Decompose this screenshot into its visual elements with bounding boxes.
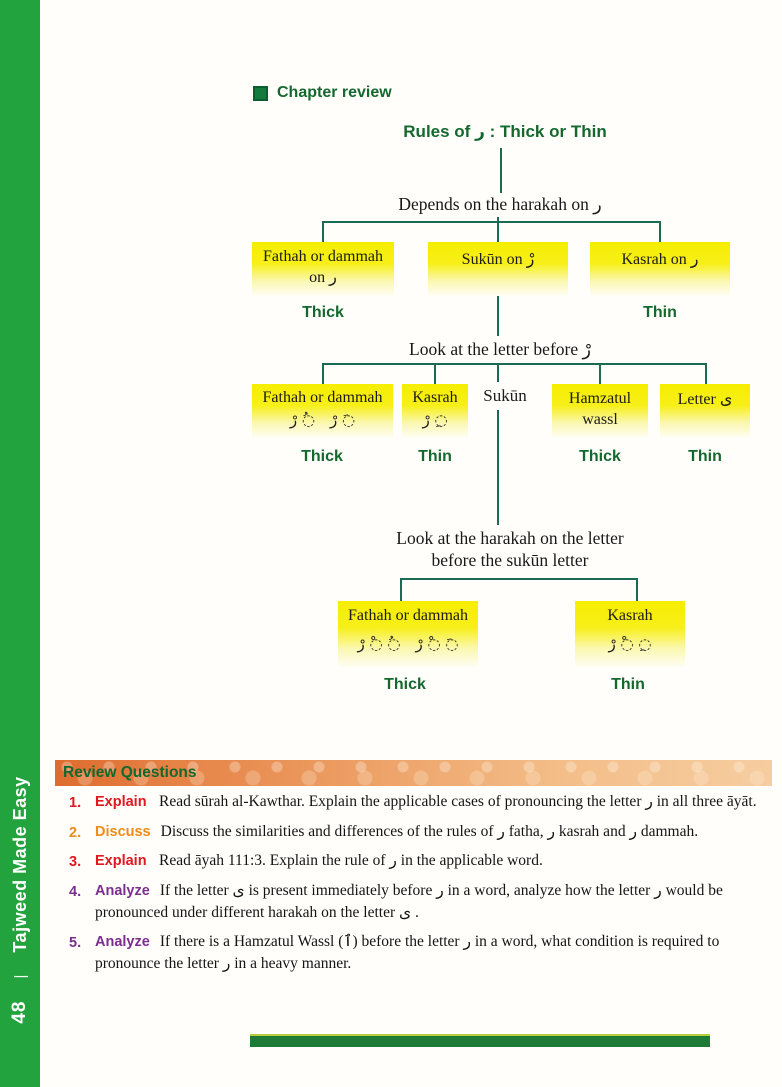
- flow-question-3-line1: Look at the harakah on the letter: [396, 528, 624, 548]
- question-body: [95, 880, 777, 924]
- verdict-thin: Thin: [643, 304, 677, 321]
- flow-connector: [497, 410, 499, 525]
- question-row: [69, 821, 777, 844]
- node-before-sukun: Sukūn: [483, 386, 527, 405]
- question-tag: Discuss: [95, 823, 151, 840]
- question-text: Read sūrah al-Kawthar. Explain the applicable cases of pronouncing the letter ر in all three āyāt.: [159, 793, 757, 810]
- node-label: Fathah or dammah: [263, 248, 383, 265]
- verdict-thin: Thin: [688, 448, 722, 465]
- node-fathah-dammah-on-ra: [252, 242, 394, 296]
- chapter-review-label: Chapter review: [277, 84, 392, 101]
- node-before-hamzatul-wassl: [552, 384, 648, 438]
- node-harakah-fathah-dammah: [338, 601, 478, 667]
- flowchart-title: Rules of ر : Thick or Thin: [403, 122, 607, 141]
- flow-connector: [599, 363, 601, 384]
- node-kasrah-on-ra: [590, 242, 730, 296]
- verdict-thick: Thick: [302, 304, 344, 321]
- flow-connector: [434, 363, 436, 384]
- question-row: [69, 880, 777, 924]
- node-arabic-example: ◌ِ ◌ْ رْ: [608, 635, 652, 653]
- flow-question-2: Look at the letter before رْ: [409, 339, 591, 359]
- question-text: Discuss the similarities and differences of the rules of ر fatha, ر kasrah and ر dammah.: [160, 822, 699, 840]
- flow-question-1: Depends on the harakah on ر: [398, 194, 602, 214]
- node-arabic-example: ◌َ ◌ْ رْ ◌ُ ◌ْ رْ: [357, 635, 459, 653]
- verdict-thin: Thin: [611, 676, 645, 693]
- question-body: [95, 821, 777, 844]
- question-text: Read āyah 111:3. Explain the rule of ر in the applicable word.: [159, 852, 543, 870]
- node-label: Fathah or dammah: [348, 607, 468, 624]
- flow-connector: [322, 363, 324, 384]
- flow-connector: [659, 221, 661, 242]
- question-number: 5.: [69, 934, 82, 951]
- node-label: Kasrah on ر: [621, 251, 699, 268]
- flow-connector: [322, 221, 324, 242]
- flow-connector: [636, 578, 638, 601]
- sidebar-divider: |: [11, 974, 29, 979]
- sidebar-rotated-text: [9, 776, 31, 1023]
- question-body: [95, 931, 777, 975]
- node-label: Letter ى: [677, 391, 733, 408]
- question-number: 3.: [69, 854, 82, 871]
- question-tag: Analyze: [95, 882, 150, 899]
- flow-connector: [322, 363, 707, 365]
- flow-connector: [705, 363, 707, 384]
- node-before-letter-ya: [660, 384, 750, 438]
- flow-connector: [400, 578, 638, 580]
- flow-connector: [500, 148, 502, 193]
- question-text: If the letter ى is present immediately before ر in a word, analyze how the letter ر would be pronounced under different harakah on the letter ى .: [95, 881, 723, 921]
- question-row: [69, 931, 777, 975]
- node-label: wassl: [582, 411, 618, 428]
- flow-connector: [497, 217, 499, 242]
- node-label: Kasrah: [412, 389, 458, 406]
- book-title: Tajweed Made Easy: [9, 776, 30, 953]
- question-row: [69, 850, 777, 873]
- question-row: [69, 791, 777, 814]
- page-number: 48: [9, 1000, 30, 1024]
- node-arabic-example: ◌ِ رْ: [422, 411, 448, 429]
- node-label: Hamzatul: [568, 390, 632, 407]
- verdict-thick: Thick: [579, 448, 621, 465]
- node-sukun-on-ra: [428, 242, 568, 296]
- section-square-icon: [253, 86, 268, 101]
- question-tag: Explain: [95, 794, 147, 810]
- verdict-thick: Thick: [301, 448, 343, 465]
- question-number: 2.: [69, 824, 82, 841]
- question-text: If there is a Hamzatul Wassl (ٱ) before the letter ر in a word, what condition is required to pronounce the letter ر in a heavy manner.: [95, 932, 720, 972]
- question-number: 4.: [69, 883, 82, 900]
- node-label: on ر: [309, 269, 337, 286]
- flow-question-3: [360, 527, 660, 571]
- question-body: [95, 850, 777, 873]
- node-harakah-kasrah: [575, 601, 685, 667]
- review-questions-list: [55, 791, 777, 982]
- verdict-thick: Thick: [384, 676, 426, 693]
- node-before-fathah-dammah: [252, 384, 393, 438]
- flow-connector: [497, 363, 499, 382]
- footer-green-bar: [250, 1034, 710, 1047]
- question-body: [95, 791, 777, 814]
- flow-connector: [497, 296, 499, 336]
- question-tag: Explain: [95, 853, 147, 870]
- flow-question-3-line2: before the sukūn letter: [431, 550, 589, 570]
- node-before-kasrah: [402, 384, 468, 438]
- verdict-thin: Thin: [418, 448, 452, 465]
- node-arabic-example: ◌َ رْ ◌ُ رْ: [289, 411, 356, 429]
- flow-connector: [322, 221, 661, 223]
- review-questions-header-bar: [55, 760, 772, 786]
- question-tag: Analyze: [95, 933, 150, 950]
- node-label: Fathah or dammah: [262, 389, 383, 406]
- node-label: Kasrah: [607, 607, 653, 624]
- question-number: 1.: [69, 795, 82, 811]
- flow-connector: [400, 578, 402, 601]
- review-questions-title: Review Questions: [63, 764, 197, 781]
- sidebar-strip: [0, 0, 40, 1087]
- node-label: Sukūn on رْ: [461, 251, 535, 268]
- chapter-review-heading: [253, 84, 392, 102]
